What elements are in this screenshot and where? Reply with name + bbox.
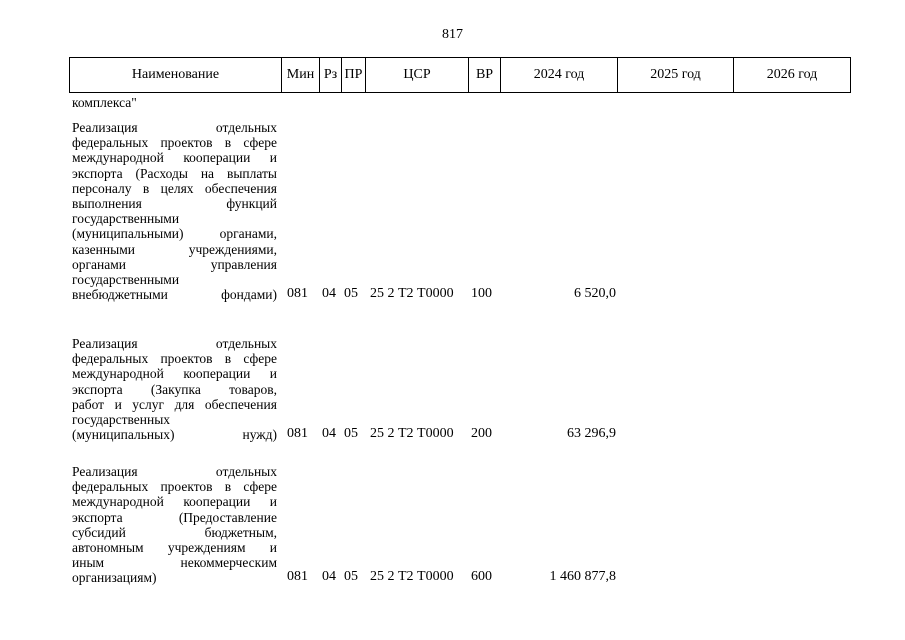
row-name-line: автономным учреждениям и <box>72 540 277 556</box>
row-name-line: государственных <box>72 412 171 428</box>
header-name: Наименование <box>70 58 282 93</box>
row-pr: 05 <box>344 426 358 442</box>
row-name-line: организациям) <box>72 570 157 586</box>
row-name-line: органами управления <box>72 256 277 272</box>
row-name <box>72 336 277 442</box>
row-name-line: Реализация отдельных <box>72 464 277 479</box>
row-vr: 600 <box>471 569 492 585</box>
row-name-line: государственными <box>72 211 180 227</box>
row-name-line: международной кооперации и <box>72 494 277 510</box>
row-name-line: работ и услуг для обеспечения <box>72 396 277 412</box>
row-name-line: выполнения функций <box>72 196 277 212</box>
row-csr: 25 2 Т2 Т0000 <box>370 569 454 585</box>
page-number: 817 <box>442 27 463 42</box>
row-csr: 25 2 Т2 Т0000 <box>370 286 454 302</box>
row-name-line: государственными <box>72 272 180 288</box>
row-name-line: иным некоммерческим <box>72 555 277 571</box>
header-vr: ВР <box>469 58 501 93</box>
row-rz: 04 <box>322 286 336 302</box>
row-rz: 04 <box>322 569 336 585</box>
row-name-line: федеральных проектов в сфере <box>72 135 277 151</box>
row-vr: 200 <box>471 426 492 442</box>
header-rz: Рз <box>320 58 342 93</box>
row-name-line: казенными учреждениями, <box>72 241 277 257</box>
row-name-line: (муниципальных) нужд) <box>72 427 277 443</box>
row-min: 081 <box>287 426 308 442</box>
row-name-line: Реализация отдельных <box>72 336 277 351</box>
row-name-line: персоналу в целях обеспечения <box>72 180 277 196</box>
row-name-line: Реализация отдельных <box>72 120 277 135</box>
continuation-text: комплекса" <box>72 95 137 110</box>
row-name-line: (муниципальными) органами, <box>72 226 277 242</box>
row-name-line: международной кооперации и <box>72 366 277 382</box>
row-2024: 6 520,0 <box>574 286 616 302</box>
header-2026: 2026 год <box>734 58 851 93</box>
row-name <box>72 120 277 302</box>
row-name-line: субсидий бюджетным, <box>72 524 277 540</box>
row-2024: 63 296,9 <box>567 426 616 442</box>
header-pr: ПР <box>342 58 366 93</box>
table-header <box>69 57 851 93</box>
row-name <box>72 464 277 586</box>
row-min: 081 <box>287 286 308 302</box>
header-2025: 2025 год <box>618 58 734 93</box>
row-name-line: экспорта (Предоставление <box>72 509 277 525</box>
row-vr: 100 <box>471 286 492 302</box>
row-name-line: экспорта (Расходы на выплаты <box>72 165 277 181</box>
row-name-line: внебюджетными фондами) <box>72 287 277 303</box>
header-2024: 2024 год <box>501 58 618 93</box>
row-pr: 05 <box>344 286 358 302</box>
row-name-line: федеральных проектов в сфере <box>72 479 277 495</box>
row-csr: 25 2 Т2 Т0000 <box>370 426 454 442</box>
row-pr: 05 <box>344 569 358 585</box>
header-min: Мин <box>282 58 320 93</box>
row-name-line: экспорта (Закупка товаров, <box>72 381 277 397</box>
row-rz: 04 <box>322 426 336 442</box>
row-name-line: международной кооперации и <box>72 150 277 166</box>
header-csr: ЦСР <box>366 58 469 93</box>
row-2024: 1 460 877,8 <box>549 569 616 585</box>
row-name-line: федеральных проектов в сфере <box>72 351 277 367</box>
row-min: 081 <box>287 569 308 585</box>
